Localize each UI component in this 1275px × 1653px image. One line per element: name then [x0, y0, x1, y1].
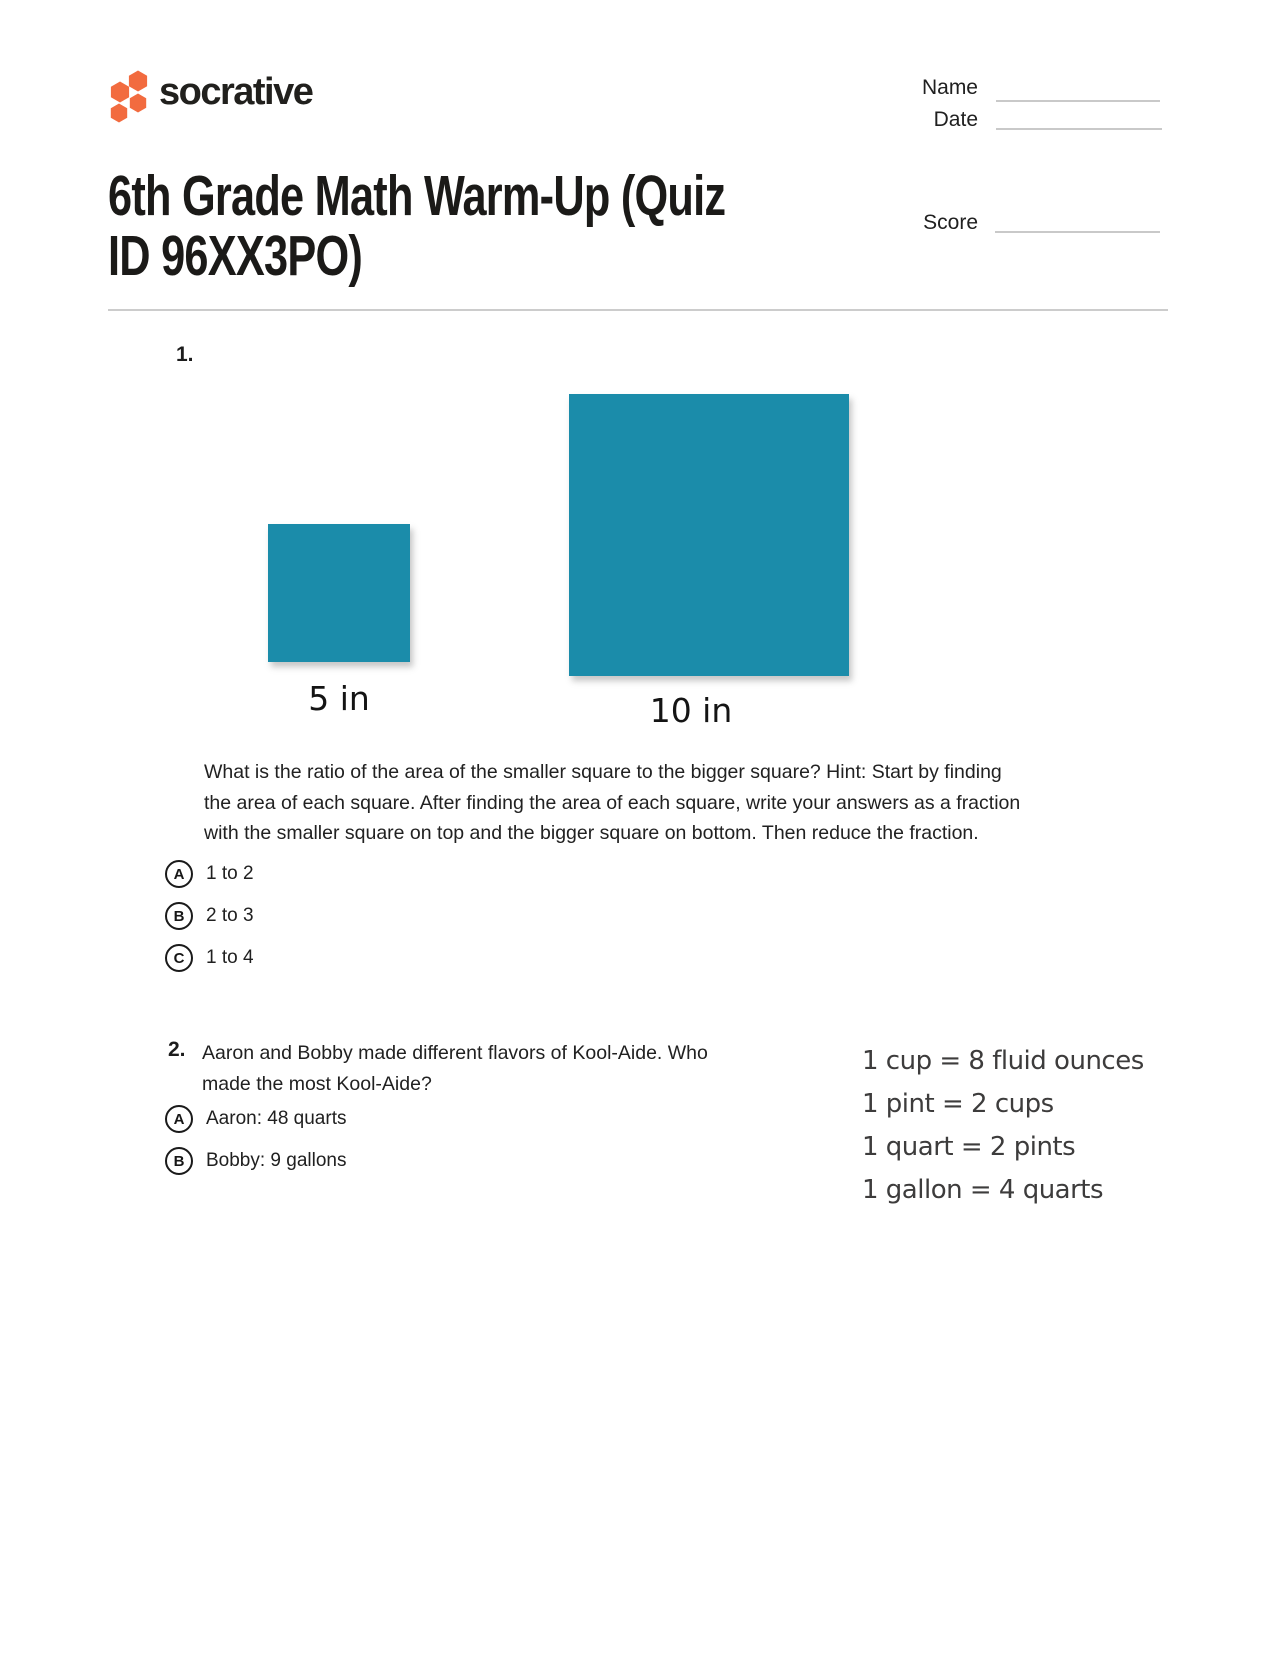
- brand-wordmark: socrative: [159, 71, 313, 113]
- option-b-label: 2 to 3: [206, 905, 254, 926]
- question-2-text: [202, 1038, 708, 1100]
- socrative-logo-icon: [104, 66, 156, 124]
- name-fill-line[interactable]: [996, 100, 1160, 102]
- figure-big-square: [569, 394, 849, 676]
- big-square-dimension-label: 10 in: [649, 691, 733, 730]
- question-1-option-b[interactable]: [165, 902, 254, 930]
- option-b-bubble[interactable]: B: [165, 902, 193, 930]
- conversion-line-pint: 1 pint = 2 cups: [862, 1089, 1054, 1119]
- question-1-text: [204, 757, 1020, 849]
- question-1-text-line: What is the ratio of the area of the smaller square to the bigger square? Hint: Start by finding: [204, 761, 1002, 783]
- question-2-text-line: Aaron and Bobby made different flavors of Kool-Aide. Who: [202, 1042, 708, 1064]
- score-fill-line[interactable]: [995, 231, 1160, 233]
- date-label: Date: [933, 108, 978, 131]
- option-a-bubble[interactable]: A: [165, 1105, 193, 1133]
- conversion-line-gallon: 1 gallon = 4 quarts: [862, 1175, 1104, 1205]
- figure-small-square: [268, 524, 410, 662]
- option-a-bubble[interactable]: A: [165, 860, 193, 888]
- header-divider: [108, 309, 1168, 311]
- page-title: [108, 166, 868, 286]
- question-2-option-a[interactable]: [165, 1105, 346, 1133]
- date-fill-line[interactable]: [996, 128, 1162, 130]
- option-b-label: Bobby: 9 gallons: [206, 1150, 347, 1171]
- question-1-option-c[interactable]: [165, 944, 254, 972]
- score-label: Score: [923, 211, 978, 234]
- question-2-number: 2.: [168, 1038, 186, 1061]
- conversion-line-quart: 1 quart = 2 pints: [862, 1132, 1076, 1162]
- page-title-line1: 6th Grade Math Warm-Up (Quiz: [108, 164, 726, 228]
- option-c-label: 1 to 4: [206, 947, 254, 968]
- option-a-label: 1 to 2: [206, 863, 254, 884]
- question-1-text-line: the area of each square. After finding the area of each square, write your answers as a fraction: [204, 791, 1021, 814]
- question-1-number: 1.: [176, 343, 194, 366]
- conversion-reference-chart: [862, 1040, 1144, 1212]
- question-1-text-line: with the smaller square on top and the bigger square on bottom. Then reduce the fraction.: [204, 822, 979, 844]
- conversion-line-cup: 1 cup = 8 fluid ounces: [862, 1046, 1144, 1076]
- question-2-option-b[interactable]: [165, 1147, 347, 1175]
- question-2-text-line: made the most Kool-Aide?: [202, 1073, 432, 1095]
- question-1-option-a[interactable]: [165, 860, 254, 888]
- option-c-bubble[interactable]: C: [165, 944, 193, 972]
- option-a-label: Aaron: 48 quarts: [206, 1108, 347, 1129]
- small-square-dimension-label: 5 in: [308, 679, 370, 718]
- name-label: Name: [921, 76, 978, 99]
- page-title-line2: ID 96XX3PO): [108, 224, 363, 288]
- option-b-bubble[interactable]: B: [165, 1147, 193, 1175]
